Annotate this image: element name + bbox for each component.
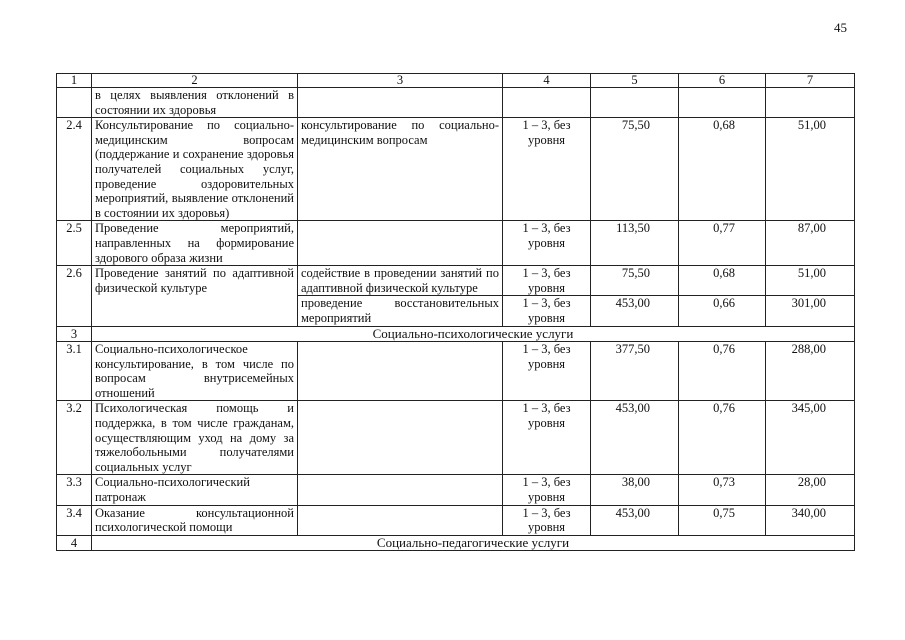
section-number: 4 — [57, 535, 92, 551]
table-row — [57, 118, 855, 221]
table-row — [57, 505, 855, 535]
service-name: Социально-психологический патронаж — [92, 475, 298, 505]
level-cell: 1 – 3, без уровня — [503, 505, 591, 535]
row-number — [57, 88, 92, 118]
value-cell — [766, 88, 855, 118]
section-title: Социально-психологические услуги — [92, 326, 855, 342]
service-name: Социально-психологическое консультирование, в том числе по вопросам внутрисемейных отношений — [92, 342, 298, 401]
table-row — [57, 221, 855, 266]
value-cell: 28,00 — [766, 475, 855, 505]
value-cell: 453,00 — [591, 296, 679, 326]
value-cell: 87,00 — [766, 221, 855, 266]
coefficient-cell: 0,68 — [679, 118, 766, 221]
table-row — [57, 401, 855, 475]
value-cell — [591, 88, 679, 118]
service-name: Консультирование по социально-медицинским вопросам (поддержание и сохранение здоровья получателей социальных услуг, проведение оздоровительных мероприятий, выявление отклонений в состоянии их здоровья) — [92, 118, 298, 221]
value-cell: 75,50 — [591, 118, 679, 221]
value-cell: 340,00 — [766, 505, 855, 535]
section-title: Социально-педагогические услуги — [92, 535, 855, 551]
header-cell: 7 — [766, 74, 855, 88]
service-name: Психологическая помощь и поддержка, в том числе гражданам, осуществляющим уход на дому за тяжелобольными получателями социальных услуг — [92, 401, 298, 475]
level-cell: 1 – 3, без уровня — [503, 342, 591, 401]
row-number: 2.4 — [57, 118, 92, 221]
value-cell: 38,00 — [591, 475, 679, 505]
level-cell: 1 – 3, без уровня — [503, 296, 591, 326]
section-row — [57, 326, 855, 342]
sub-service: консультирование по социально-медицинским вопросам — [298, 118, 503, 221]
page-number: 45 — [834, 20, 847, 35]
coefficient-cell — [679, 88, 766, 118]
level-cell: 1 – 3, без уровня — [503, 118, 591, 221]
value-cell: 453,00 — [591, 401, 679, 475]
level-cell: 1 – 3, без уровня — [503, 266, 591, 296]
row-number: 3.3 — [57, 475, 92, 505]
row-number: 3.2 — [57, 401, 92, 475]
row-number: 2.5 — [57, 221, 92, 266]
value-cell: 301,00 — [766, 296, 855, 326]
table-row — [57, 475, 855, 505]
coefficient-cell: 0,76 — [679, 342, 766, 401]
value-cell: 453,00 — [591, 505, 679, 535]
sub-service — [298, 342, 503, 401]
header-cell: 3 — [298, 74, 503, 88]
header-cell: 2 — [92, 74, 298, 88]
coefficient-cell: 0,77 — [679, 221, 766, 266]
header-cell: 4 — [503, 74, 591, 88]
row-number: 2.6 — [57, 266, 92, 326]
row-number: 3.1 — [57, 342, 92, 401]
sub-service — [298, 221, 503, 266]
coefficient-cell: 0,68 — [679, 266, 766, 296]
sub-service: содействие в проведении занятий по адаптивной физической культуре — [298, 266, 503, 296]
coefficient-cell: 0,76 — [679, 401, 766, 475]
value-cell: 377,50 — [591, 342, 679, 401]
value-cell: 113,50 — [591, 221, 679, 266]
value-cell: 51,00 — [766, 266, 855, 296]
service-name: Оказание консультационной психологической помощи — [92, 505, 298, 535]
coefficient-cell: 0,73 — [679, 475, 766, 505]
sub-service — [298, 88, 503, 118]
sub-service — [298, 401, 503, 475]
value-cell: 345,00 — [766, 401, 855, 475]
header-cell: 5 — [591, 74, 679, 88]
section-number: 3 — [57, 326, 92, 342]
row-number: 3.4 — [57, 505, 92, 535]
level-cell: 1 – 3, без уровня — [503, 221, 591, 266]
tariff-table — [56, 73, 855, 551]
service-name: Проведение мероприятий, направленных на формирование здорового образа жизни — [92, 221, 298, 266]
header-cell: 6 — [679, 74, 766, 88]
header-cell: 1 — [57, 74, 92, 88]
level-cell: 1 – 3, без уровня — [503, 401, 591, 475]
table-row — [57, 342, 855, 401]
sub-service — [298, 475, 503, 505]
value-cell: 288,00 — [766, 342, 855, 401]
sub-service: проведение восстановительных мероприятий — [298, 296, 503, 326]
coefficient-cell: 0,75 — [679, 505, 766, 535]
table-row — [57, 88, 855, 118]
service-name: Проведение занятий по адаптивной физической культуре — [92, 266, 298, 326]
section-row — [57, 535, 855, 551]
level-cell — [503, 88, 591, 118]
value-cell: 75,50 — [591, 266, 679, 296]
service-name: в целях выявления отклонений в состоянии их здоровья — [92, 88, 298, 118]
sub-service — [298, 505, 503, 535]
table-row — [57, 266, 855, 296]
header-row — [57, 74, 855, 88]
level-cell: 1 – 3, без уровня — [503, 475, 591, 505]
coefficient-cell: 0,66 — [679, 296, 766, 326]
value-cell: 51,00 — [766, 118, 855, 221]
